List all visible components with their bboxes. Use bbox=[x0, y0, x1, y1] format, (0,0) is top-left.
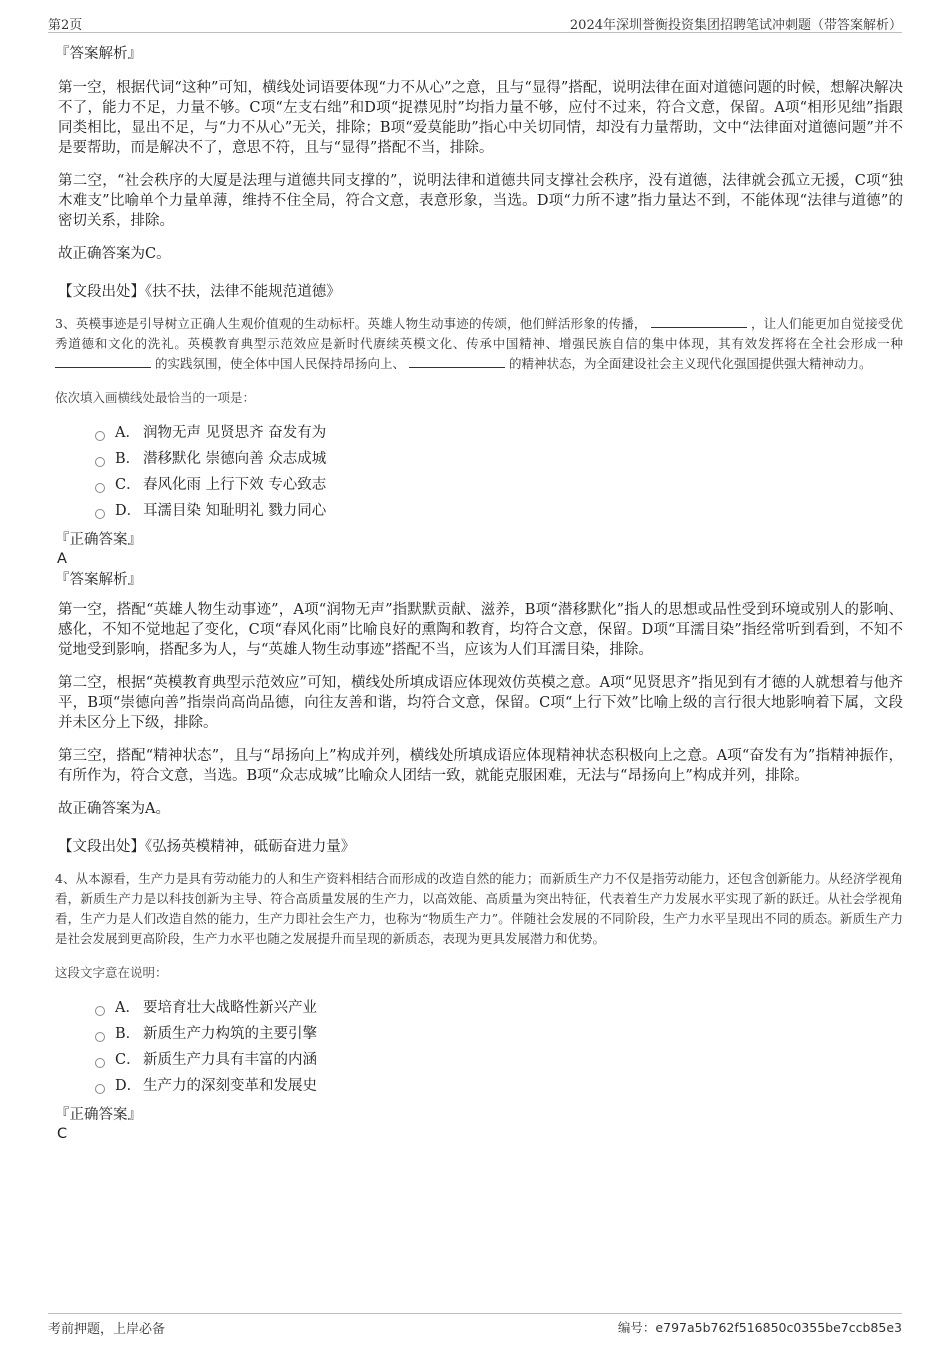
stem-text: 3、英模事迹是引导树立正确人生观价值观的生动标杆。英雄人物生动事迹的传颂，他们鲜活形象的传播， bbox=[55, 316, 647, 331]
option-a[interactable] bbox=[95, 420, 903, 446]
analysis-paragraph: 第二空，“社会秩序的大厦是法理与道德共同支撑的”，说明法律和道德共同支撑社会秩序，没有道德，法律就会孤立无援，C项“独木难支”比喻单个力量单薄，维持不住全局，符合文意，表意形象，当选。D项“力所不逮”指力量达不到，不能体现“法律与道德”的密切关系，排除。 bbox=[58, 173, 903, 229]
radio-icon[interactable] bbox=[95, 431, 105, 441]
question-3-stem bbox=[55, 314, 903, 374]
page-number: 第2页 bbox=[48, 18, 83, 33]
blank-2 bbox=[55, 354, 151, 368]
document-id: 编号：e797a5b762f516850c0355be7ccb85e3 bbox=[617, 1320, 902, 1335]
analysis-paragraph: 第一空，搭配“英雄人物生动事迹”，A项“润物无声”指默默贡献、滋养，B项“潜移默化”指人的思想或品性受到环境或别人的影响、感化，不知不觉地起了变化，C项“春风化雨”比喻良好的熏陶和教育，均符合文意，保留。D项“耳濡目染”指经常听到看到，不知不觉地受到影响，搭配多为人，与“英雄人物生动事迹”搭配不当，应该为人们耳濡目染，排除。 bbox=[58, 602, 903, 658]
page-footer bbox=[48, 1313, 902, 1338]
correct-answer: A bbox=[57, 551, 67, 567]
option-c[interactable] bbox=[95, 472, 903, 498]
option-text: 润物无声 见贤思齐 奋发有为 bbox=[143, 425, 327, 441]
option-letter: C． bbox=[115, 477, 141, 493]
option-letter: B． bbox=[115, 451, 141, 467]
option-d[interactable] bbox=[95, 498, 903, 524]
radio-icon[interactable] bbox=[95, 1058, 105, 1068]
radio-icon[interactable] bbox=[95, 1006, 105, 1016]
stem-text: 的实践氛围，使全体中国人民保持昂扬向上、 bbox=[154, 356, 405, 371]
stem-text: ，让人们能更加自觉接受优秀道德和文化的洗礼。英模教育典型示范效应是新时代赓续英模文化、传承中国精神、增强民族自信的集中体现，其有效发挥将在全社会形成一种 bbox=[55, 316, 903, 351]
option-letter: A． bbox=[115, 1000, 140, 1016]
option-text: 要培育壮大战略性新兴产业 bbox=[143, 1000, 317, 1016]
option-text: 新质生产力具有丰富的内涵 bbox=[143, 1052, 317, 1068]
correct-answer-label: 『正确答案』 bbox=[55, 1107, 142, 1123]
page-header bbox=[48, 12, 902, 33]
conclusion: 故正确答案为C。 bbox=[58, 246, 171, 262]
analysis-paragraph: 第三空，搭配“精神状态”，且与“昂扬向上”构成并列，横线处所填成语应体现精神状态积极向上之意。A项“奋发有为”指精神振作，有所作为，符合文意，当选。B项“众志成城”比喻众人团结一致，就能克服困难，无法与“昂扬向上”构成并列，排除。 bbox=[58, 748, 903, 784]
analysis-label: 『答案解析』 bbox=[55, 572, 142, 588]
stem-text: 的精神状态，为全面建设社会主义现代化强国提供强大精神动力。 bbox=[508, 356, 872, 371]
option-text: 潜移默化 崇德向善 众志成城 bbox=[143, 451, 327, 467]
analysis-paragraph: 第一空，根据代词“这种”可知，横线处词语要体现“力不从心”之意，且与“显得”搭配，说明法律在面对道德问题的时候，想解决解决不了，能力不足，力量不够。C项“左支右绌”和D项“捉襟见肘”均指力量不够，应付不过来，符合文意，保留。A项“相形见绌”指跟同类相比，显出不足，与“力不从心”无关，排除；B项“爱莫能助”指心中关切同情，却没有力量帮助，文中“法律面对道德问题”并不是要帮助，而是解决不了，意思不符，且与“显得”搭配不当，排除。 bbox=[58, 80, 903, 156]
option-letter: D． bbox=[115, 503, 142, 519]
option-b[interactable] bbox=[95, 446, 903, 472]
question-4-options bbox=[95, 995, 903, 1099]
option-letter: A． bbox=[115, 425, 140, 441]
question-3-options bbox=[95, 420, 903, 524]
question-4-stem: 4、从本源看，生产力是具有劳动能力的人和生产资料相结合而形成的改造自然的能力；而新质生产力不仅是指劳动能力，还包含创新能力。从经济学视角看，新质生产力是以科技创新为主导、符合高质量发展的生产力，以高效能、高质量为突出特征，代表着生产力发展水平实现了新的跃迁。从社会学视角看，生产力是人们改造自然的能力，生产力即社会生产力，也称为“物质生产力”。伴随社会发展的不同阶段，生产力水平呈现出不同的质态。新质生产力是社会发展到更高阶段，生产力水平也随之发展提升而呈现的新质态，表现为更具发展潜力和优势。 bbox=[55, 871, 903, 946]
option-letter: D． bbox=[115, 1078, 142, 1094]
correct-answer-label: 『正确答案』 bbox=[55, 532, 142, 548]
correct-answer: C bbox=[57, 1126, 68, 1142]
footer-slogan: 考前押题，上岸必备 bbox=[48, 1322, 166, 1337]
source-citation: 【文段出处】《扶不扶，法律不能规范道德》 bbox=[58, 284, 341, 300]
radio-icon[interactable] bbox=[95, 483, 105, 493]
source-citation: 【文段出处】《弘扬英模精神，砥砺奋进力量》 bbox=[58, 839, 356, 855]
page-content bbox=[55, 44, 903, 1145]
option-c[interactable] bbox=[95, 1047, 903, 1073]
radio-icon[interactable] bbox=[95, 509, 105, 519]
option-text: 新质生产力构筑的主要引擎 bbox=[143, 1026, 317, 1042]
radio-icon[interactable] bbox=[95, 1084, 105, 1094]
blank-1 bbox=[651, 314, 747, 328]
option-text: 耳濡目染 知耻明礼 戮力同心 bbox=[143, 503, 327, 519]
option-b[interactable] bbox=[95, 1021, 903, 1047]
option-letter: C． bbox=[115, 1052, 141, 1068]
option-text: 生产力的深刻变革和发展史 bbox=[143, 1078, 317, 1094]
analysis-label: 『答案解析』 bbox=[55, 46, 142, 62]
option-a[interactable] bbox=[95, 995, 903, 1021]
option-d[interactable] bbox=[95, 1073, 903, 1099]
radio-icon[interactable] bbox=[95, 1032, 105, 1042]
conclusion: 故正确答案为A。 bbox=[58, 801, 170, 817]
option-text: 春风化雨 上行下效 专心致志 bbox=[143, 477, 327, 493]
analysis-paragraph: 第二空，根据“英模教育典型示范效应”可知，横线处所填成语应体现效仿英模之意。A项“见贤思齐”指见到有才德的人就想着与他齐平，B项“崇德向善”指崇尚高尚品德，向往友善和谐，均符合文意，保留。C项“上行下效”比喻上级的言行很大地影响着下属，文段并未区分上下级，排除。 bbox=[58, 675, 903, 731]
question-4-prompt: 这段文字意在说明： bbox=[55, 965, 168, 980]
document-title: 2024年深圳誉衡投资集团招聘笔试冲刺题（带答案解析） bbox=[569, 18, 902, 33]
blank-3 bbox=[409, 354, 505, 368]
radio-icon[interactable] bbox=[95, 457, 105, 467]
option-letter: B． bbox=[115, 1026, 141, 1042]
question-3-prompt: 依次填入画横线处最恰当的一项是： bbox=[55, 390, 256, 405]
